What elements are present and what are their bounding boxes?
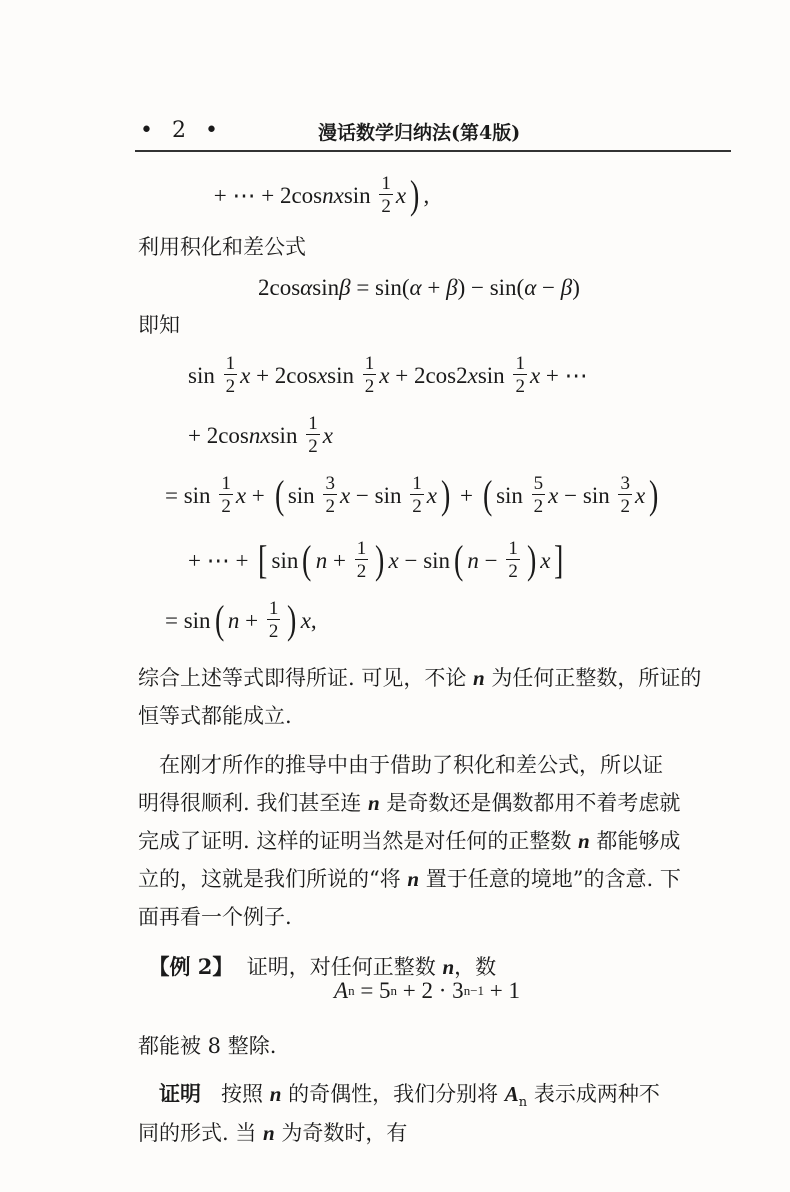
math-variable: n (407, 867, 420, 891)
math-variable: β (339, 274, 351, 300)
math-text: sin (188, 362, 221, 388)
math-text: + 2cos (250, 362, 317, 388)
numerator: 1 (356, 538, 367, 559)
math-variable: α (409, 274, 422, 300)
numerator: 5 (533, 473, 544, 494)
denominator: 2 (356, 561, 367, 582)
large-bracket: ] (554, 537, 564, 582)
math-text: + (239, 607, 264, 633)
math-text: 证明，对任何正整数 (233, 955, 443, 979)
math-text: + ⋯ (540, 362, 588, 388)
math-variable: x (426, 482, 437, 508)
fraction (355, 539, 369, 581)
paragraph-line (138, 1117, 748, 1147)
math-text: 立的，这就是我们所说的“将 (138, 867, 408, 891)
math-text: + 2cos2 (389, 362, 468, 388)
large-bracket: ( (482, 472, 493, 517)
math-text: − sin (398, 547, 451, 573)
paragraph-line (138, 1030, 748, 1060)
equation-line (188, 407, 333, 463)
fraction (267, 599, 281, 641)
math-variable: x (322, 422, 333, 448)
math-text: − (536, 274, 561, 300)
math-variable: α (524, 274, 537, 300)
large-bracket: ) (287, 597, 297, 642)
example-formula (334, 975, 520, 1005)
math-variable: x (395, 182, 407, 208)
math-text: + (454, 482, 479, 508)
math-text: + 1 (484, 977, 521, 1003)
superscript: n−1 (463, 982, 485, 998)
denominator: 2 (412, 496, 422, 517)
math-text: sin (270, 422, 304, 448)
math-variable: β (446, 274, 458, 300)
paragraph-line (138, 825, 748, 855)
math-text: , (423, 182, 430, 208)
running-header-title: 漫话数学归纳法(第4版) (318, 122, 521, 144)
text-line: 利用积化和差公式 (138, 235, 306, 259)
numerator: 1 (508, 538, 518, 559)
math-variable: n (473, 666, 485, 690)
fraction (618, 474, 632, 516)
fraction (219, 474, 233, 516)
numerator: 1 (515, 353, 525, 374)
math-variable: n (368, 791, 380, 815)
math-text: 是奇数还是偶数都用不着考虑就 (379, 791, 681, 815)
large-bracket: [ (258, 537, 268, 582)
math-text: + (246, 482, 271, 508)
large-bracket: ) (526, 537, 537, 582)
large-bracket: ) (410, 172, 420, 217)
large-bracket: ( (214, 597, 224, 642)
text-line: 即知 (138, 313, 180, 337)
math-variable: x (388, 547, 399, 573)
paragraph-line (138, 662, 748, 692)
equation-line (165, 592, 317, 648)
fraction (224, 354, 238, 396)
denominator: 2 (325, 496, 335, 517)
denominator: 2 (364, 376, 375, 397)
denominator: 2 (533, 496, 544, 517)
bold-label: 【例 2】 (159, 954, 234, 979)
fraction (532, 474, 546, 516)
math-text: sin (271, 547, 299, 573)
equation-line (188, 532, 568, 588)
numerator: 1 (221, 473, 231, 494)
math-text: − sin (350, 482, 408, 508)
fraction (323, 474, 337, 516)
math-text: 都能被 8 整除. (138, 1034, 277, 1058)
large-bracket: ) (375, 537, 385, 582)
math-text: 为任何正整数，所证的 (484, 666, 702, 690)
denominator: 2 (381, 196, 391, 217)
math-text: sin (287, 482, 321, 508)
bold-label: 证明 (159, 1081, 201, 1106)
numerator: 1 (364, 353, 375, 374)
math-text: 的奇偶性，我们分别将 (281, 1082, 505, 1106)
fraction (506, 539, 520, 581)
math-text: = sin( (350, 274, 410, 300)
math-text: 面再看一个例子. (138, 905, 292, 929)
math-variable: n (227, 607, 240, 633)
math-text: = sin (165, 482, 217, 508)
denominator: 2 (515, 376, 525, 397)
math-text: 综合上述等式即得所证. 可见，不论 (138, 666, 474, 690)
math-text (138, 955, 159, 979)
math-text: 在刚才所作的推导中由于借助了积化和差公式，所以证 (138, 753, 663, 777)
math-text: sin (496, 482, 529, 508)
math-text: = 5 (354, 977, 391, 1003)
large-bracket: ( (302, 537, 312, 582)
numerator: 1 (412, 473, 422, 494)
math-text: + 2cos (188, 422, 249, 448)
math-variable: x (379, 362, 390, 388)
math-text (138, 1082, 159, 1106)
math-variable: n (315, 547, 328, 573)
math-text: 完成了证明. 这样的证明当然是对任何的正整数 (138, 829, 579, 853)
math-variable: β (560, 274, 573, 300)
math-variable: n (442, 955, 455, 979)
paragraph-line (138, 787, 748, 817)
math-variable: A (504, 1082, 519, 1106)
math-text: + ⋯ + (188, 547, 255, 573)
math-variable: x (339, 482, 351, 508)
math-variable: nx (322, 182, 344, 208)
subscript: n (348, 982, 355, 998)
math-text: = sin (165, 607, 211, 633)
math-variable: x (235, 482, 247, 508)
math-text: 都能够成 (589, 829, 681, 853)
equation-line (208, 167, 429, 223)
math-text: 表示成两种不 (527, 1082, 660, 1106)
numerator: 3 (620, 473, 630, 494)
math-text: 为奇数时，有 (274, 1121, 408, 1145)
fraction (306, 414, 320, 456)
superscript: n (390, 982, 398, 998)
math-text: − (478, 547, 504, 573)
math-variable: x (316, 362, 328, 388)
math-text: 同的形式. 当 (138, 1121, 264, 1145)
denominator: 2 (268, 621, 279, 642)
paragraph-line (138, 901, 748, 931)
numerator: 1 (268, 598, 279, 619)
equation-line (165, 467, 663, 523)
fraction (363, 354, 377, 396)
numerator: 1 (225, 353, 236, 374)
math-variable: x (529, 362, 541, 388)
large-bracket: ( (454, 537, 464, 582)
math-text: + (421, 274, 447, 300)
denominator: 2 (225, 376, 236, 397)
math-text: 2cos (258, 274, 301, 300)
math-variable: A (334, 977, 349, 1003)
math-text: + ⋯ + 2cos (208, 182, 323, 208)
math-text: sin (343, 182, 377, 208)
page-number: • 2 • (140, 118, 224, 143)
math-text: ，数 (454, 955, 497, 979)
fraction (410, 474, 424, 516)
denominator: 2 (308, 436, 318, 457)
math-text: sin (327, 362, 360, 388)
large-bracket: ) (440, 472, 451, 517)
math-variable: x (240, 362, 251, 388)
paragraph-line (138, 700, 748, 730)
math-variable: x (548, 482, 559, 508)
math-text: 明得很顺利. 我们甚至连 (138, 791, 369, 815)
math-text: 按照 (201, 1082, 270, 1106)
math-variable: x (540, 547, 551, 573)
math-variable: α (300, 274, 313, 300)
fraction (379, 174, 393, 216)
math-variable: x (467, 362, 478, 388)
math-variable: n (578, 829, 590, 853)
numerator: 1 (308, 413, 318, 434)
math-text: 恒等式都能成立. (138, 704, 292, 728)
denominator: 2 (508, 561, 518, 582)
denominator: 2 (221, 496, 231, 517)
math-variable: x (634, 482, 646, 508)
fraction (513, 354, 527, 396)
math-text: + (327, 547, 352, 573)
equation-line (188, 347, 588, 403)
paragraph-line (138, 863, 748, 893)
math-variable: n (269, 1082, 282, 1106)
math-variable: n (467, 547, 479, 573)
large-bracket: ( (274, 472, 284, 517)
math-variable: x (300, 607, 311, 633)
numerator: 3 (325, 473, 335, 494)
paragraph-line (138, 1078, 748, 1110)
denominator: 2 (620, 496, 630, 517)
math-text: + 2 · 3 (397, 977, 464, 1003)
equation-line (258, 259, 580, 315)
math-variable: n (263, 1121, 275, 1145)
math-text: 置于任意的境地”的含意. 下 (419, 867, 681, 891)
math-text: ) (572, 274, 580, 300)
math-variable: nx (248, 422, 271, 448)
math-text: − sin (558, 482, 616, 508)
paragraph-line (138, 749, 748, 779)
header-rule (135, 150, 731, 152)
math-text: sin (312, 274, 340, 300)
subscript: n (518, 1095, 528, 1111)
math-text: sin (477, 362, 511, 388)
math-text: ) − sin( (457, 274, 525, 300)
math-text: , (310, 607, 317, 633)
numerator: 1 (381, 173, 391, 194)
large-bracket: ) (649, 472, 659, 517)
